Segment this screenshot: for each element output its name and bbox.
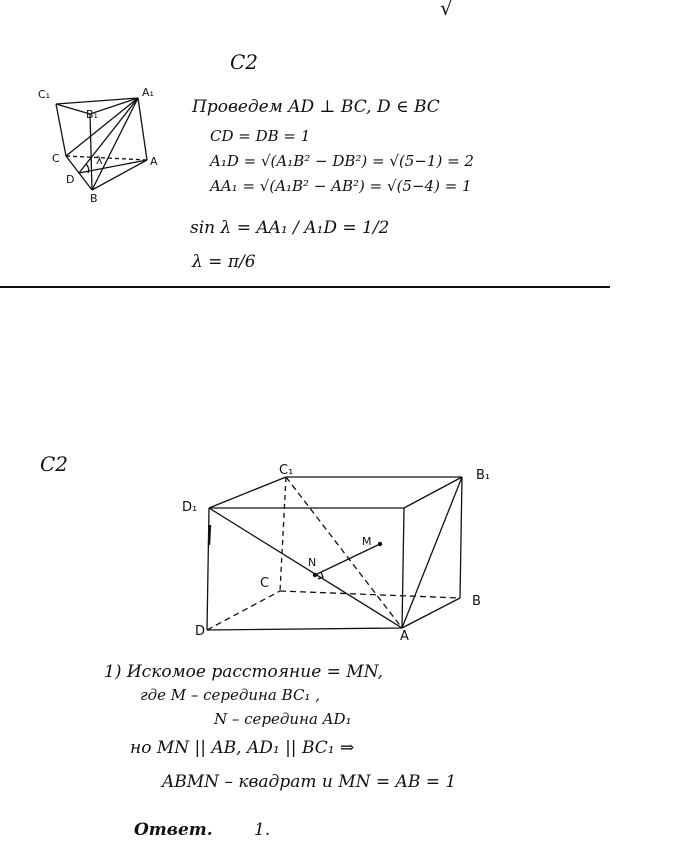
p1-label-d: D <box>66 173 75 186</box>
problem2-box-figure <box>190 465 490 645</box>
p2-line-1: 1) Искомое расстояние = MN, <box>104 662 383 682</box>
p1-line-6: λ = π/6 <box>192 252 256 272</box>
p1-line-2: CD = DB = 1 <box>210 127 311 145</box>
p2-line-4: но MN || AB, AD₁ || BC₁ ⇒ <box>130 738 355 758</box>
p2-line-3: N – середина AD₁ <box>214 710 352 728</box>
separator-line <box>0 286 610 288</box>
root-symbol-fragment: √ <box>440 0 453 20</box>
p1-label-angle: λ <box>96 154 103 167</box>
p1-label-a: A <box>150 155 158 168</box>
p2-label-c: C <box>260 576 270 591</box>
problem2-label: C2 <box>40 452 69 476</box>
p1-label-b: B <box>90 192 98 205</box>
problem1-prism-figure <box>30 80 180 210</box>
p2-line-5: ABMN – квадрат и MN = AB = 1 <box>162 772 457 792</box>
p2-label-n: N <box>308 556 317 569</box>
answer-value: 1. <box>254 820 271 840</box>
problem1-label: C2 <box>230 50 259 74</box>
answer-label: Ответ. <box>134 820 213 840</box>
p2-label-b1: B₁ <box>476 468 491 483</box>
p2-line-2: где M – середина BC₁ , <box>140 686 320 704</box>
p1-label-a1: A₁ <box>142 86 154 99</box>
p1-label-b1: B₁ <box>86 108 98 121</box>
p1-line-4: AA₁ = √(A₁B² − AB²) = √(5−4) = 1 <box>210 177 472 195</box>
p2-label-c1: C₁ <box>279 463 294 478</box>
p1-line-1: Проведем AD ⊥ BC, D ∈ BC <box>192 97 440 117</box>
p1-label-c1: C₁ <box>38 88 51 101</box>
p2-label-d: D <box>195 624 206 639</box>
p2-label-m: M <box>362 535 372 548</box>
p2-label-d1: D₁ <box>182 500 198 515</box>
p1-line-3: A₁D = √(A₁B² − DB²) = √(5−1) = 2 <box>210 152 474 170</box>
p2-label-a: A <box>400 629 409 644</box>
p2-label-b: B <box>472 594 481 609</box>
p1-line-5: sin λ = AA₁ / A₁D = 1/2 <box>190 218 390 238</box>
p1-label-c: C <box>52 152 60 165</box>
